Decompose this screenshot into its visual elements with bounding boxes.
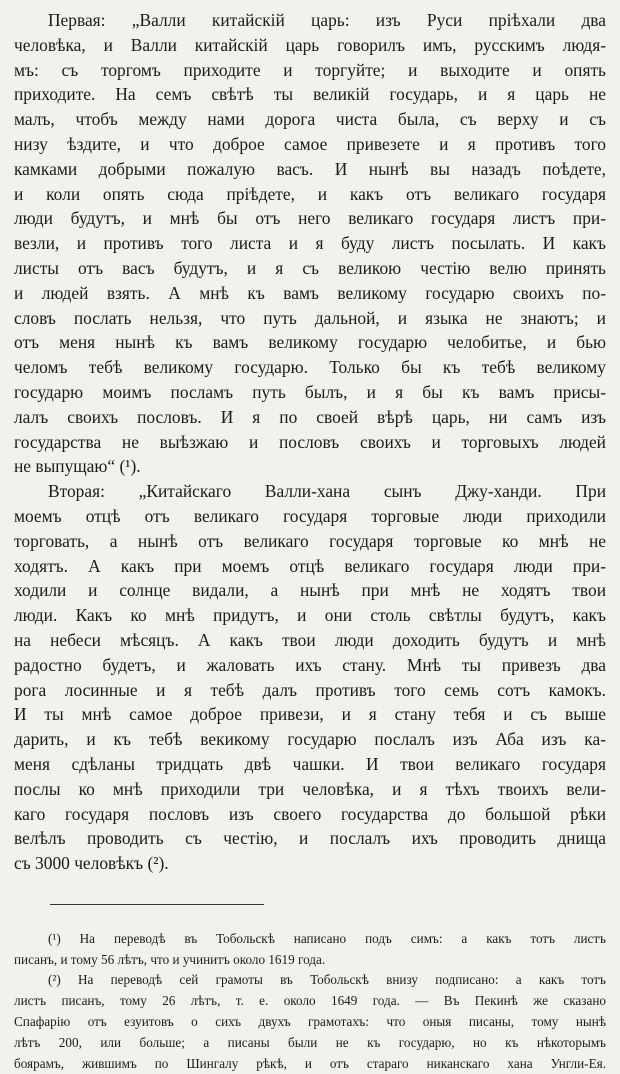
text-line: государства не выѣзжаю и пословъ своихъ и торговыхъ людей [14, 431, 606, 452]
text-line: рога лосинные и я тебѣ далъ противъ того семь сотъ камокъ. [14, 679, 606, 700]
footnote-line: (¹) На переводѣ въ Тобольскѣ написано подъ симъ: а какъ тотъ листъ [48, 930, 606, 946]
text-line: везли, и противъ того листа и я буду листъ посылать. И какъ [14, 233, 606, 254]
footnote-divider [50, 904, 264, 905]
text-line: мъ: съ торгомъ приходите и торгуйте; и выходите и опять [14, 59, 606, 80]
main-text [14, 8, 606, 876]
text-line: ходятъ. А какъ при моемъ отцѣ великаго государя люди при- [14, 555, 606, 576]
text-line: люди будутъ, и мнѣ бы отъ него великаго государя листъ при- [14, 208, 606, 229]
text-line: ходили и солнце видали, а нынѣ при мнѣ не ходятъ твои [14, 580, 606, 601]
text-line: и коли опять сюда пріѣдете, и какъ отъ великаго государя [14, 183, 606, 204]
text-line: низу ѣздите, и что доброе самое привезете и я противъ того [14, 133, 606, 154]
text-line: малъ, чтобъ между нами дорога чиста была, съ верху и съ [14, 109, 606, 130]
text-line: радостно будетъ, и жаловать ихъ стану. Мнѣ ты привезъ два [14, 654, 606, 675]
footnotes [14, 929, 606, 1074]
text-line: И ты мнѣ самое доброе привези, и я стану тебя и съ выше [14, 704, 606, 725]
text-line: приходите. На семъ свѣтѣ ты великій государь, и я царь не [14, 84, 606, 105]
text-line: человѣка, и Валли китайскій царь говорилъ имъ, русскимъ людя- [14, 34, 606, 55]
text-line: дарить, и къ тебѣ векикому государю послалъ изъ Аба изъ ка- [14, 729, 606, 750]
text-line: листы отъ васъ будутъ, и я съ великою честію велю принять [14, 257, 606, 278]
text-line: послы ко мнѣ приходили три человѣка, и я тѣхъ твоихъ вели- [14, 778, 606, 799]
footnote-line: писанъ, и тому 56 лѣтъ, что и учинитъ около 1619 года. [14, 951, 326, 967]
text-line: меня сдѣланы тридцать двѣ чашки. И твои великаго государя [14, 753, 606, 774]
text-line: моемъ отцѣ отъ великаго государя торговые люди приходили [14, 505, 606, 526]
footnote-line: лѣтъ 200, или больше; а писаны были не къ государю, но къ нѣкоторымъ [14, 1034, 606, 1050]
text-line: лалъ своихъ пословъ. И я по своей вѣрѣ царь, ни самъ изъ [14, 406, 606, 427]
text-line: Вторая: „Китайскаго Валли-хана сынъ Джу-ханди. При [48, 481, 606, 502]
footnote-line: листъ писанъ, тому 26 лѣтъ, т. е. около 1649 года. — Въ Пекинѣ же сказано [14, 993, 606, 1009]
text-line: велѣлъ проводить съ честію, и послалъ ихъ проводить днища [14, 828, 606, 849]
text-line: каго государя пословъ изъ своего государства до большой рѣки [14, 803, 606, 824]
text-line: не выпущаю“ (¹). [14, 456, 141, 477]
text-line: камками добрыми пожалую васъ. И нынѣ вы назадъ поѣдете, [14, 158, 606, 179]
text-line: съ 3000 человѣкъ (²). [14, 853, 169, 874]
footnote-line: Спафарію отъ езуитовъ о сихъ двухъ грамотахъ: что оныя писаны, тому нынѣ [14, 1014, 606, 1030]
text-line: челомъ тебѣ великому государю. Только бы къ тебѣ великому [14, 357, 606, 378]
text-line: торговать, а нынѣ отъ великаго государя торговые ко мнѣ не [14, 530, 606, 551]
footnote-line: (²) На переводѣ сей грамоты въ Тобольскѣ внизу подписано: а какъ тотъ [48, 972, 606, 988]
text-line: государю моимъ посламъ путь былъ, и я бы къ вамъ присы- [14, 381, 606, 402]
text-line: Первая: „Валли китайскій царь: изъ Руси пріѣхали два [48, 10, 606, 30]
text-line: отъ меня нынѣ къ вамъ великому государю челобитье, и бью [14, 332, 606, 353]
text-line: и людей взять. А мнѣ къ вамъ великому государю своихъ по- [14, 282, 606, 303]
text-line: люди. Какъ ко мнѣ придутъ, и они столь свѣтлы будутъ, какъ [14, 605, 606, 626]
footnote-line: боярамъ, жившимъ по Шингалу рѣкѣ, и отъ стараго никанскаго хана Унгли-Ея. [14, 1055, 606, 1071]
text-line: на небеси мѣсяцъ. А какъ твои люди доходить будутъ и мнѣ [14, 629, 606, 650]
text-line: словъ послать нельзя, что путь дальной, и языка не знаютъ; и [14, 307, 606, 328]
